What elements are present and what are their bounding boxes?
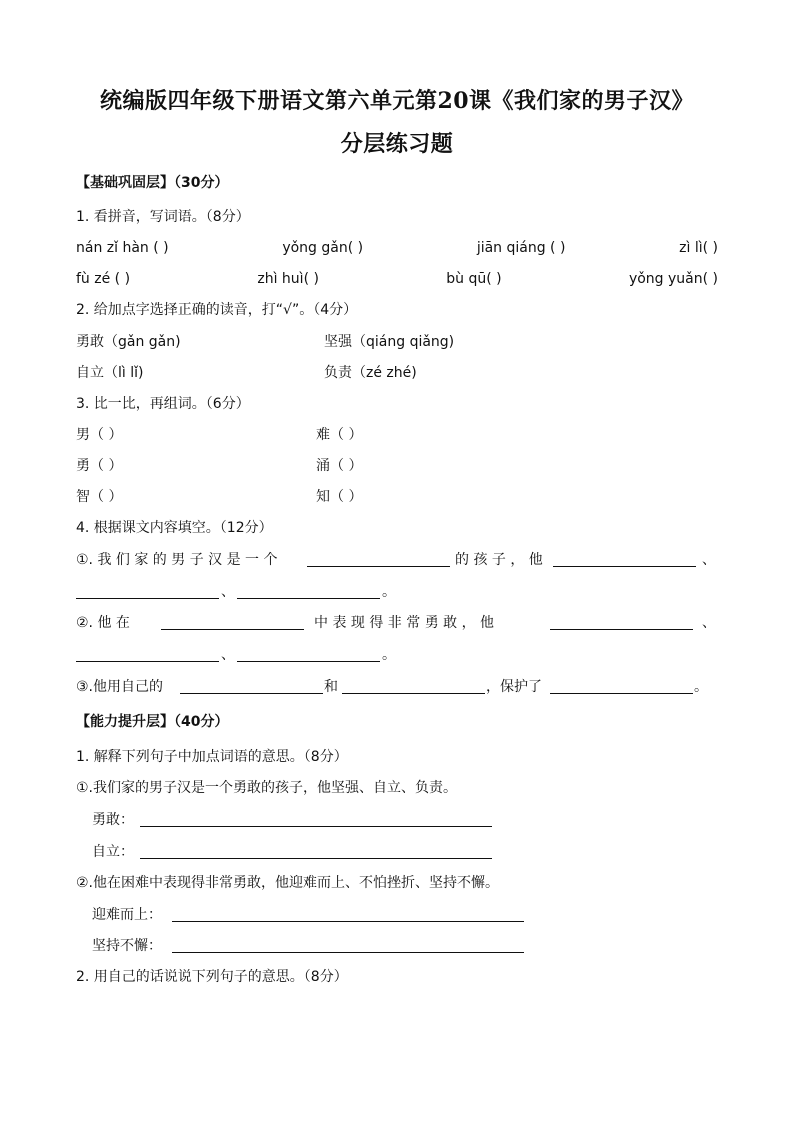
- fill-text: 中 表 现 得 非 常 勇 敢 ， 他: [314, 615, 495, 631]
- question-3: 3. 比一比，再组词。（6分）: [76, 396, 250, 412]
- answer-blank[interactable]: [161, 615, 304, 630]
- separator: 。: [694, 679, 708, 695]
- reading-item: 勇敢（gǎn gǎn): [76, 334, 181, 350]
- question-1: 1. 看拼音，写词语。（8分）: [76, 209, 250, 225]
- sentence-1: ①.我们家的男子汉是一个勇敢的孩子，他坚强、自立、负责。: [76, 780, 457, 796]
- answer-blank[interactable]: [140, 844, 492, 859]
- answer-blank[interactable]: [237, 647, 380, 662]
- answer-blank[interactable]: [550, 615, 693, 630]
- question-6: 2. 用自己的话说说下列句子的意思。（8分）: [76, 969, 348, 985]
- worksheet-subtitle: 分层练习题: [340, 131, 454, 157]
- fill-text: 的 孩 子 ， 他: [455, 552, 543, 568]
- compare-item: 智（ ）: [76, 489, 123, 505]
- section-basic-heading: 【基础巩固层】（30分）: [76, 175, 229, 191]
- fill-text: 和: [324, 679, 338, 695]
- section-advanced-heading: 【能力提升层】（40分）: [76, 714, 229, 730]
- explain-label: 勇敢：: [92, 812, 134, 828]
- compare-item: 难（ ）: [316, 427, 363, 443]
- pinyin-item: zhì huì( ): [257, 271, 319, 287]
- explain-label: 迎难而上：: [92, 907, 162, 923]
- separator: 、: [221, 647, 235, 663]
- question-2: 2. 给加点字选择正确的读音，打“√”。（4分）: [76, 302, 358, 318]
- separator: 、: [702, 552, 716, 568]
- answer-blank[interactable]: [180, 679, 323, 694]
- separator: 、: [702, 615, 716, 631]
- pinyin-item: zì lì( ): [679, 240, 718, 256]
- sentence-2: ②.他在困难中表现得非常勇敢，他迎难而上、不怕挫折、坚持不懈。: [76, 875, 499, 891]
- answer-blank[interactable]: [172, 907, 524, 922]
- pinyin-item: fù zé ( ): [76, 271, 131, 287]
- answer-blank[interactable]: [76, 647, 219, 662]
- pinyin-item: jiān qiáng ( ): [476, 240, 566, 256]
- answer-blank[interactable]: [550, 679, 693, 694]
- answer-blank[interactable]: [237, 584, 380, 599]
- answer-blank[interactable]: [342, 679, 485, 694]
- explain-label: 坚持不懈：: [92, 938, 162, 954]
- compare-item: 涌（ ）: [316, 458, 363, 474]
- fill-text: ①. 我 们 家 的 男 子 汉 是 一 个: [76, 552, 278, 568]
- question-5: 1. 解释下列句子中加点词语的意思。（8分）: [76, 749, 348, 765]
- compare-item: 男（ ）: [76, 427, 123, 443]
- answer-blank[interactable]: [307, 552, 450, 567]
- compare-item: 勇（ ）: [76, 458, 123, 474]
- answer-blank[interactable]: [553, 552, 696, 567]
- answer-blank[interactable]: [140, 812, 492, 827]
- separator: 、: [221, 584, 235, 600]
- answer-blank[interactable]: [172, 938, 524, 953]
- fill-text: ③.他用自己的: [76, 679, 164, 695]
- explain-label: 自立：: [92, 844, 134, 860]
- pinyin-item: yǒng gǎn( ): [282, 240, 364, 256]
- reading-item: 坚强（qiáng qiǎng): [324, 334, 455, 350]
- separator: 。: [382, 584, 396, 600]
- worksheet-title: 统编版四年级下册语文第六单元第20课《我们家的男子汉》: [99, 88, 695, 114]
- pinyin-row-2: [76, 269, 718, 289]
- compare-item: 知（ ）: [316, 489, 363, 505]
- pinyin-item: bù qū( ): [446, 271, 502, 287]
- reading-item: 自立（lì lǐ): [76, 365, 144, 381]
- pinyin-item: yǒng yuǎn( ): [628, 271, 718, 287]
- answer-blank[interactable]: [76, 584, 219, 599]
- pinyin-row-1: [76, 238, 718, 258]
- separator: 。: [382, 647, 396, 663]
- fill-text: ，保护了: [486, 679, 542, 695]
- pinyin-item: nán zǐ hàn ( ): [76, 240, 169, 256]
- reading-item: 负责（zé zhé): [324, 365, 417, 381]
- question-4: 4. 根据课文内容填空。（12分）: [76, 520, 273, 536]
- fill-text: ②. 他 在: [76, 615, 130, 631]
